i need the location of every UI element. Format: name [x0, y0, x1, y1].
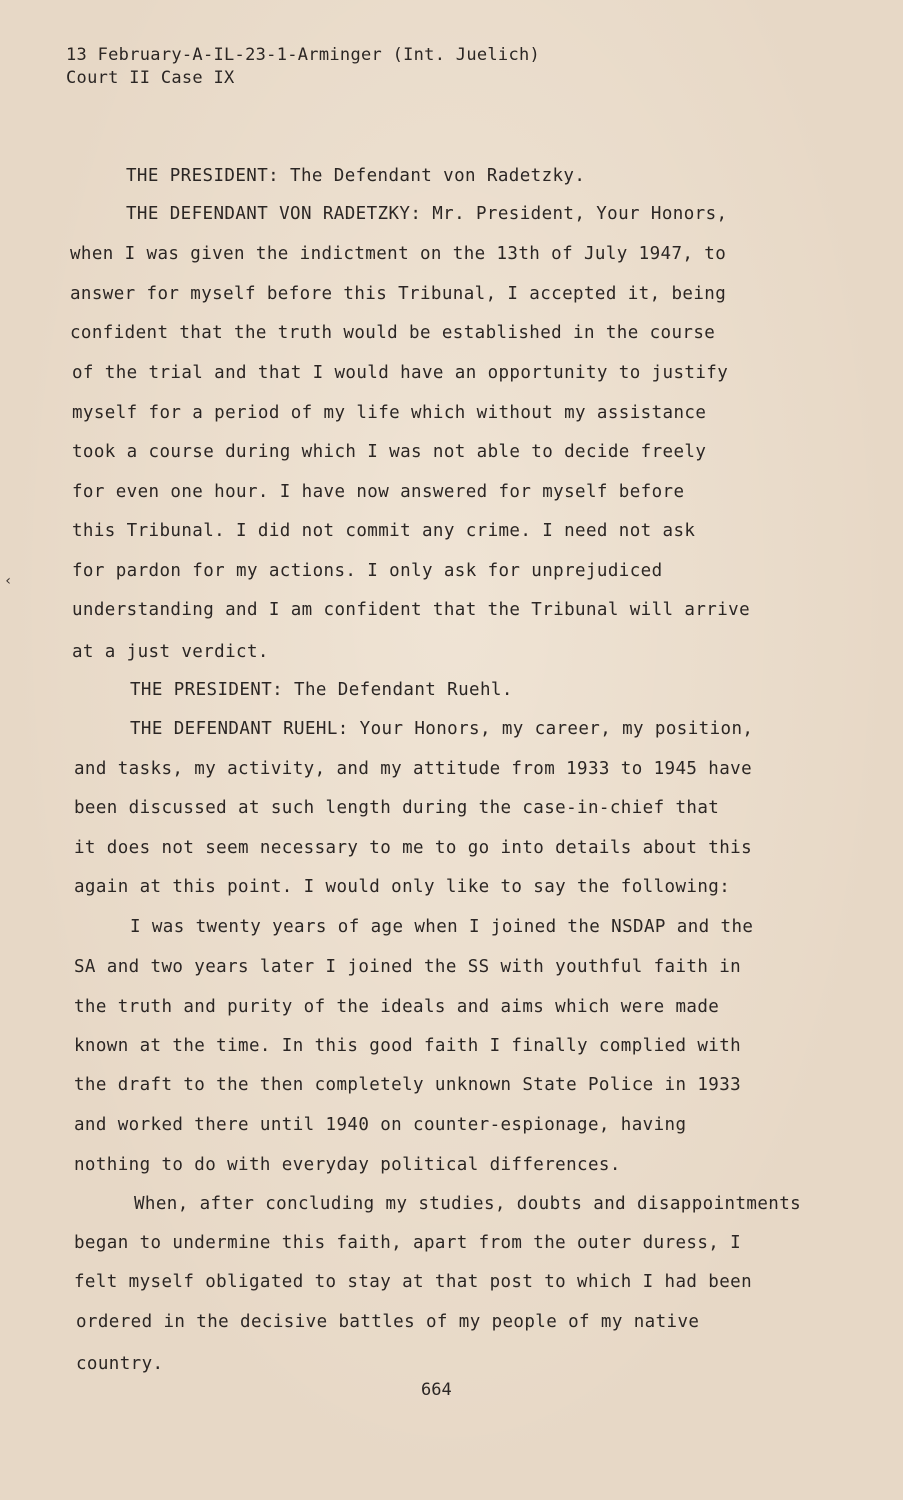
text-line: THE PRESIDENT: The Defendant von Radetzky.: [126, 166, 586, 186]
text-line: when I was given the indictment on the 13th of July 1947, to: [70, 244, 727, 264]
text-line: THE DEFENDANT RUEHL: Your Honors, my career, my position,: [130, 719, 754, 739]
text-line: and worked there until 1940 on counter-espionage, having: [74, 1115, 687, 1135]
margin-mark: ‹: [4, 573, 13, 589]
text-line: for pardon for my actions. I only ask for unprejudiced: [72, 561, 663, 581]
text-line: felt myself obligated to stay at that post to which I had been: [74, 1272, 753, 1292]
header-court-line: Court II Case IX: [66, 68, 235, 88]
text-line: been discussed at such length during the case-in-chief that: [74, 798, 720, 818]
text-line: nothing to do with everyday political differences.: [74, 1155, 621, 1175]
header-date-line: 13 February-A-IL-23-1-Arminger (Int. Juelich): [66, 45, 541, 65]
text-line: answer for myself before this Tribunal, I accepted it, being: [70, 284, 727, 304]
text-line: country.: [76, 1354, 164, 1374]
text-line: confident that the truth would be established in the course: [70, 323, 716, 343]
text-line: for even one hour. I have now answered for myself before: [72, 482, 685, 502]
transcript-header: [66, 44, 540, 90]
text-line: at a just verdict.: [72, 642, 269, 662]
text-line: THE PRESIDENT: The Defendant Ruehl.: [130, 680, 513, 700]
text-line: the truth and purity of the ideals and aims which were made: [74, 997, 720, 1017]
text-line: I was twenty years of age when I joined the NSDAP and the: [130, 917, 754, 937]
text-line: this Tribunal. I did not commit any crime. I need not ask: [72, 521, 696, 541]
text-line: and tasks, my activity, and my attitude from 1933 to 1945 have: [74, 759, 753, 779]
text-line: ordered in the decisive battles of my people of my native: [76, 1312, 700, 1332]
text-line: known at the time. In this good faith I finally complied with: [74, 1036, 742, 1056]
text-line: myself for a period of my life which without my assistance: [72, 403, 707, 423]
text-line: of the trial and that I would have an opportunity to justify: [72, 363, 729, 383]
text-line: took a course during which I was not able to decide freely: [72, 442, 707, 462]
text-line: began to undermine this faith, apart from the outer duress, I: [74, 1233, 742, 1253]
text-line: When, after concluding my studies, doubts and disappointments: [134, 1194, 802, 1214]
text-line: again at this point. I would only like to say the following:: [74, 877, 731, 897]
page-number: 664: [421, 1380, 452, 1400]
text-line: understanding and I am confident that the Tribunal will arrive: [72, 600, 751, 620]
text-line: THE DEFENDANT VON RADETZKY: Mr. President, Your Honors,: [126, 204, 728, 224]
text-line: it does not seem necessary to me to go into details about this: [74, 838, 753, 858]
text-line: the draft to the then completely unknown State Police in 1933: [74, 1075, 742, 1095]
text-line: SA and two years later I joined the SS with youthful faith in: [74, 957, 742, 977]
